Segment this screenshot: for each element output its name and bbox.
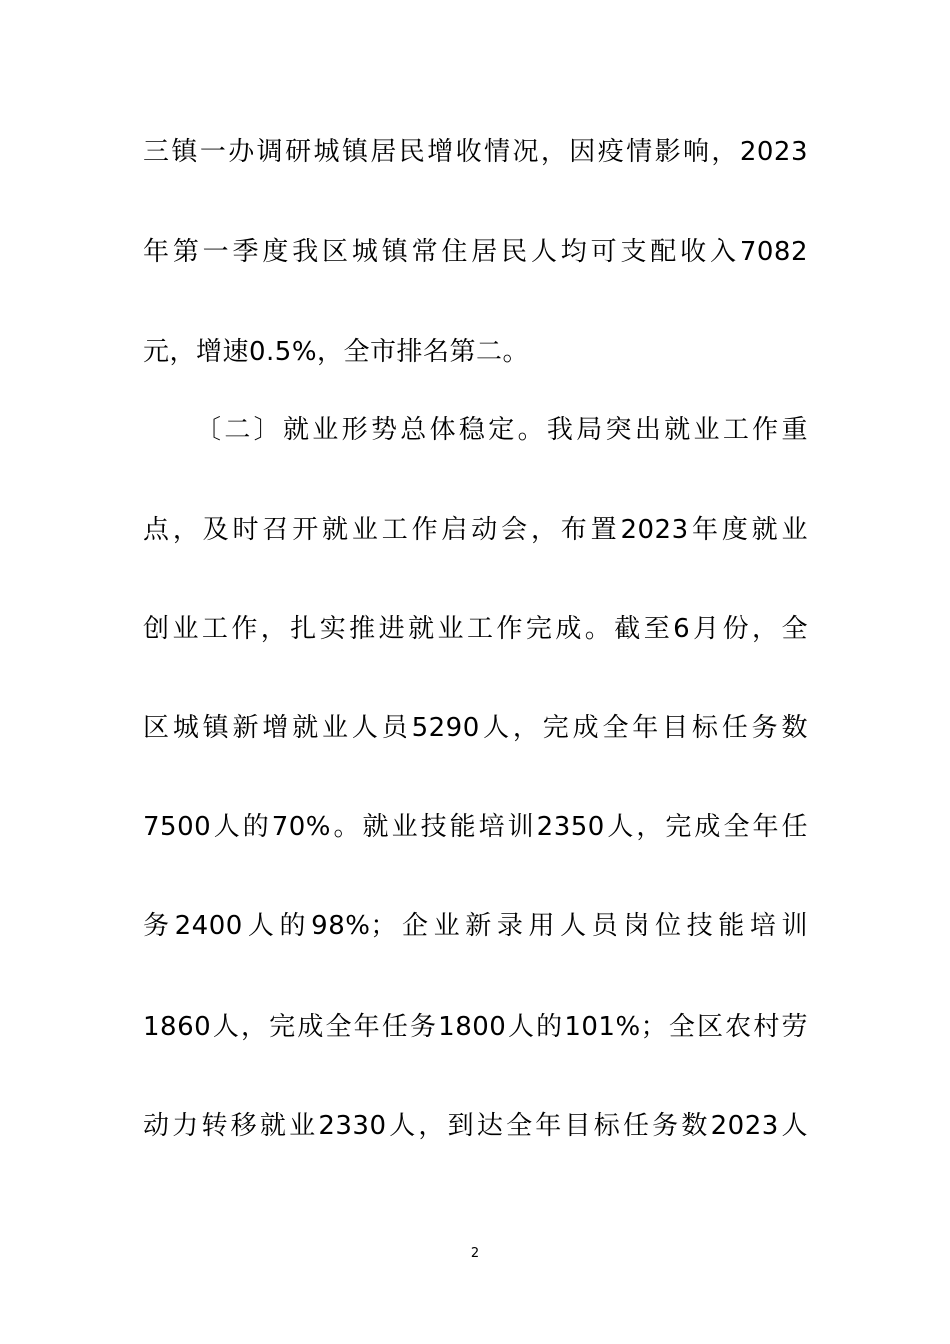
text-line-7: 区城镇新增就业人员5290人，完成全年目标任务数 <box>143 713 808 743</box>
text-line-11: 动力转移就业2330人，到达全年目标任务数2023人 <box>143 1111 808 1141</box>
text-line-10: 1860人，完成全年任务1800人的101%；全区农村劳 <box>143 1012 808 1042</box>
text-line-5: 点，及时召开就业工作启动会，布置2023年度就业 <box>143 515 808 545</box>
text-line-9: 务2400人的98%；企业新录用人员岗位技能培训 <box>143 911 808 941</box>
text-line-4: 〔二〕就业形势总体稳定。我局突出就业工作重 <box>195 415 808 445</box>
text-line-6: 创业工作，扎实推进就业工作完成。截至6月份，全 <box>143 614 808 644</box>
text-line-3: 元，增速0.5%，全市排名第二。 <box>143 337 530 367</box>
text-line-8: 7500人的70%。就业技能培训2350人，完成全年任 <box>143 812 808 842</box>
page-number: 2 <box>470 1246 480 1261</box>
text-line-1: 三镇一办调研城镇居民增收情况，因疫情影响，2023 <box>143 137 808 167</box>
text-line-2: 年第一季度我区城镇常住居民人均可支配收入7082 <box>143 237 808 267</box>
